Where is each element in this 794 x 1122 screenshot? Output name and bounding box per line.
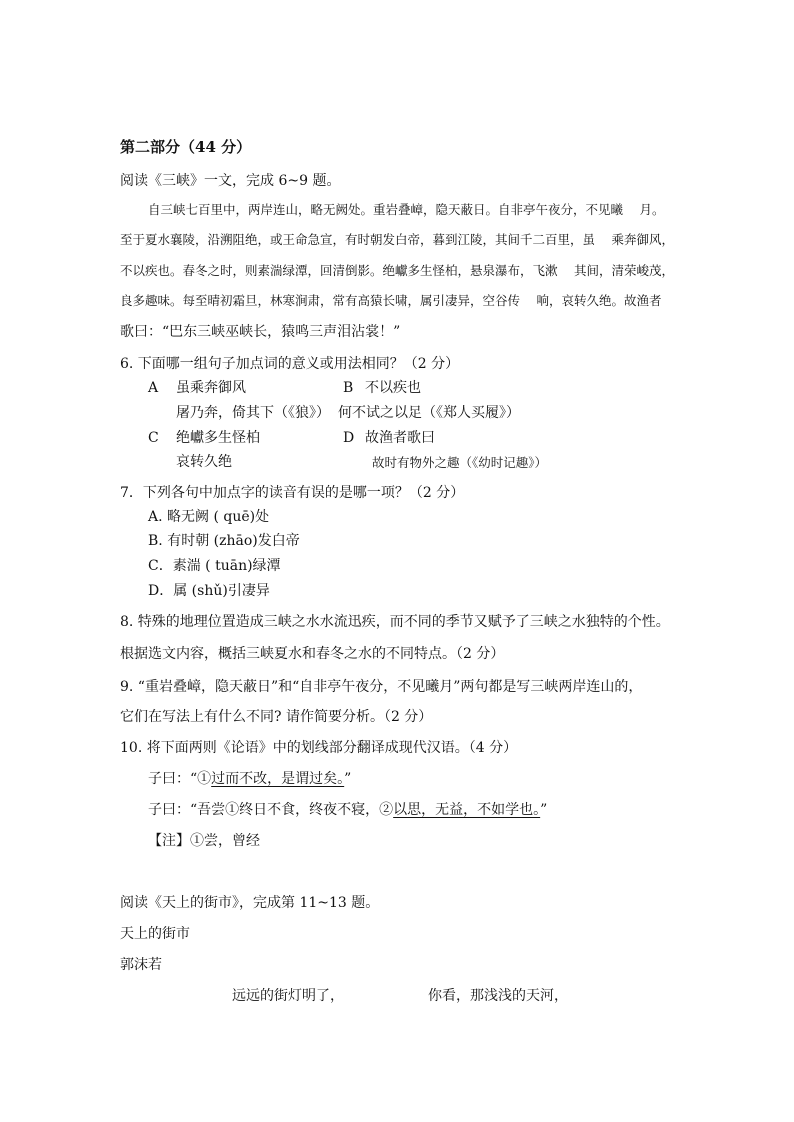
q6-option-c-1: 绝巘多生怪柏 xyxy=(176,430,260,446)
q6-option-a-1: 虽乘奔御风 xyxy=(176,380,246,396)
passage1-line: 良多趣味。每至晴初霜旦，林寒涧肃，常有高猿长啸，属引凄异，空谷传 响，哀转久绝。故渔者 xyxy=(120,293,662,308)
part-heading: 第二部分（44 分） xyxy=(120,138,252,156)
q6-option-c-label: C xyxy=(148,430,159,446)
q7-option: B. 有时朝 (zhāo)发白帝 xyxy=(148,533,300,549)
q10-s1-post: ” xyxy=(344,771,352,787)
q6-option-a-2: 屠乃奔，倚其下（《狼》） xyxy=(176,405,330,421)
passage1-line: 不以疾也。春冬之时，则素湍绿潭，回清倒影。绝巘多生怪柏，悬泉瀑布，飞漱 其间，清荣峻茂， xyxy=(120,263,674,278)
poem-line-left: 远远的街灯明了， xyxy=(232,988,344,1004)
q10-s2-underlined: 以思，无益，不如学也。 xyxy=(393,802,541,818)
passage1-line: 自三峡七百里中，两岸连山，略无阙处。重岩叠嶂，隐天蔽日。自非亭午夜分，不见曦 月。 xyxy=(148,202,665,217)
passage1-intro: 阅读《三峡》一文，完成 6~9 题。 xyxy=(120,173,341,189)
q7-option: D．属 (shǔ)引凄异 xyxy=(148,583,270,599)
q6-option-a-label: A xyxy=(148,380,159,396)
q7-option: A. 略无阙 ( quē)处 xyxy=(148,509,270,525)
q10-sentence-2 xyxy=(148,801,547,819)
q10-s2-post: ” xyxy=(540,802,548,818)
q6-stem: 6. 下面哪一组句子加点词的意义或用法相同？（2 分） xyxy=(120,356,460,372)
q6-option-d-label: D xyxy=(343,430,355,446)
q7-stem: 7．下列各句中加点字的读音有误的是哪一项？（2 分） xyxy=(120,485,465,501)
q6-option-c-2: 哀转久绝 xyxy=(176,454,232,470)
q10-sentence-1 xyxy=(148,770,351,788)
poem-line-right: 你看，那浅浅的天河， xyxy=(428,988,568,1004)
q6-option-b-1: 不以疾也 xyxy=(365,380,421,396)
q8-line: 8. 特殊的地理位置造成三峡之水水流迅疾，而不同的季节又赋予了三峡之水独特的个性。 xyxy=(120,614,670,630)
q10-stem: 10. 将下面两则《论语》中的划线部分翻译成现代汉语。（4 分） xyxy=(120,740,518,756)
q6-option-b-2: 何不试之以足（《郑人买履》） xyxy=(338,405,520,421)
q10-s1-pre: 子曰：“① xyxy=(148,771,212,787)
q6-option-d-1: 故渔者歌曰 xyxy=(365,430,435,446)
q6-option-b-label: B xyxy=(343,380,354,396)
q8-line: 根据选文内容，概括三峡夏水和春冬之水的不同特点。（2 分） xyxy=(120,646,505,662)
q9-line: 9. “重岩叠嶂，隐天蔽日”和“自非亭午夜分，不见曦月”两句都是写三峡两岸连山的， xyxy=(120,679,643,695)
passage1-line: 至于夏水襄陵，沿溯阻绝，或王命急宣，有时朝发白帝，暮到江陵，其间千二百里，虽 乘奔御风， xyxy=(120,232,674,247)
q10-s2-pre: 子曰：“吾尝①终日不食，终夜不寝，② xyxy=(148,802,394,818)
passage1-line: 歌曰：“巴东三峡巫峡长，猿鸣三声泪沾裳！” xyxy=(120,324,401,340)
poem-title: 天上的街市 xyxy=(120,926,190,942)
q6-option-d-2: 故时有物外之趣（《幼时记趣》） xyxy=(372,455,548,470)
poem-author: 郭沫若 xyxy=(120,957,162,973)
q9-line: 它们在写法上有什么不同? 请作简要分析。（2 分） xyxy=(120,709,433,725)
passage2-intro: 阅读《天上的街市》，完成第 11~13 题。 xyxy=(120,895,380,911)
q7-option: C．素湍 ( tuān)绿潭 xyxy=(148,558,281,574)
q10-note: 【注】①尝，曾经 xyxy=(148,833,260,849)
q10-s1-underlined: 过而不改，是谓过矣。 xyxy=(211,771,345,787)
